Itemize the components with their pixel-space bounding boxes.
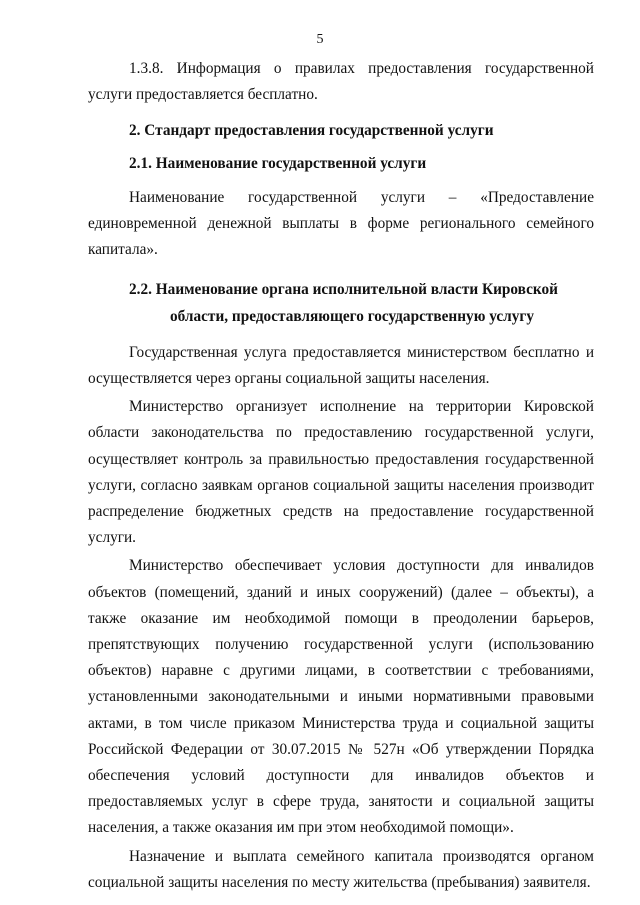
page-number: 5 (316, 32, 324, 47)
paragraph-2-2-b: Министерство организует исполнение на территории Кировской области законодательства по предоставлению государственной услуги, осуществляет контроль за правильностью предоставления государственной услуги, согласно заявкам органов социальной защиты населения производит распределение бюджетных средств на предоставление государственной услуги. (88, 398, 594, 547)
section-heading-2: 2. Стандарт предоставления государственной услуги (129, 122, 494, 140)
paragraph-2-1: Наименование государственной услуги – «Предоставление единовременной денежной выплаты в форме регионального семейного капитала». (88, 188, 594, 259)
subsection-heading-2-2-line-1: 2.2. Наименование органа исполнительной власти Кировской (129, 281, 558, 299)
paragraph-2-2-a: Государственная услуга предоставляется министерством бесплатно и осуществляется через органы социальной защиты населения. (88, 343, 594, 388)
subsection-heading-2-1: 2.1. Наименование государственной услуги (129, 154, 427, 172)
subsection-heading-2-2 (88, 277, 594, 329)
paragraph-2-2-c: Министерство обеспечивает условия доступности для инвалидов объектов (помещений, зданий и иных сооружений) (далее – объекты), а также оказание им необходимой помощи в преодолении барьеров, препятствующих получению государственной услуги (использованию объектов) наравне с другими лицами, в соответствии с требованиями, установленными законодательными и иными нормативными правовыми актами, в том числе приказом Министерства труда и социальной защиты Российской Федерации от 30.07.2015 № 527н «Об утверждении Порядка обеспечения условий доступности для инвалидов объектов и предоставляемых услуг в сфере труда, занятости и социальной защиты населения, а также оказания им при этом необходимой помощи». (88, 557, 594, 837)
subsection-heading-2-2-line-2: области, предоставляющего государственную услугу (170, 307, 535, 325)
paragraph-1-3-8: 1.3.8. Информация о правилах предоставления государственной услуги предоставляется бесплатно. (88, 60, 594, 104)
paragraph-2-2-d: Назначение и выплата семейного капитала производятся органом социальной защиты населения по месту жительства (пребывания) заявителя. (88, 847, 594, 891)
document-body (88, 56, 594, 896)
